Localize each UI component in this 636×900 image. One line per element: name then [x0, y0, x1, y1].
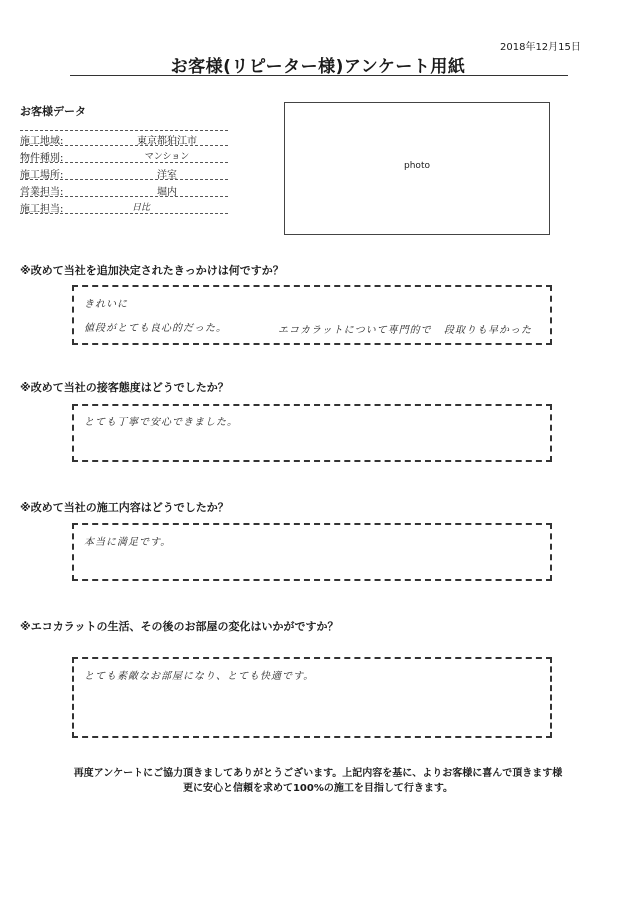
data-label: 施工地域: — [20, 136, 64, 147]
data-label: 物件種別: — [20, 153, 64, 164]
answer-box-1 — [72, 285, 552, 345]
data-row-area — [20, 130, 228, 146]
data-value: 東京都狛江市 — [137, 136, 197, 147]
answer-box-3 — [72, 523, 552, 581]
answer-text: とても素敵なお部屋になり、とても快適です。 — [84, 671, 315, 682]
data-label: 施工場所: — [20, 170, 64, 181]
question-1: ※改めて当社を追加決定されたきっかけは何ですか？ — [20, 264, 284, 277]
question-3: ※改めて当社の施工内容はどうでしたか？ — [20, 501, 229, 514]
data-value: 日比 — [132, 203, 151, 213]
survey-date: 2018年12月15日 — [500, 42, 581, 53]
footer-message-line1: 再度アンケートにご協力頂きましてありがとうございます。上記内容を基に、よりお客様に喜んで頂きます様 — [73, 768, 563, 779]
answer-box-2 — [72, 404, 552, 462]
data-row-location — [20, 164, 228, 180]
question-4: ※エコカラットの生活、その後のお部屋の変化はいかがですか？ — [20, 620, 339, 633]
question-2: ※改めて当社の接客態度はどうでしたか？ — [20, 381, 229, 394]
answer-text: 値段がとても良心的だった。 — [84, 323, 227, 334]
data-value: マンション — [144, 152, 190, 162]
photo-label: photo — [404, 161, 430, 171]
answer-box-4 — [72, 657, 552, 738]
answer-text: エコカラットについて専門的で — [278, 325, 432, 336]
answer-text: きれいに — [84, 299, 128, 310]
data-row-sales-rep — [20, 181, 228, 197]
data-label: 施工担当: — [20, 204, 64, 215]
title-underline — [70, 75, 568, 76]
answer-text: 段取りも早かった — [444, 325, 532, 336]
answer-text: 本当に満足です。 — [84, 537, 172, 548]
data-value: 洋室 — [157, 170, 177, 181]
data-value: 堀内 — [157, 187, 177, 198]
footer-message-line2: 更に安心と信頼を求めて100%の施工を目指して行きます。 — [182, 783, 454, 794]
data-row-property-type — [20, 147, 228, 163]
photo-placeholder — [284, 102, 550, 235]
answer-text: とても丁寧で安心できました。 — [84, 417, 238, 428]
data-row-installer — [20, 198, 228, 214]
page-title: お客様(リピーター様)アンケート用紙 — [170, 57, 466, 77]
customer-data-heading: お客様データ — [20, 105, 86, 118]
data-label: 営業担当: — [20, 187, 64, 198]
